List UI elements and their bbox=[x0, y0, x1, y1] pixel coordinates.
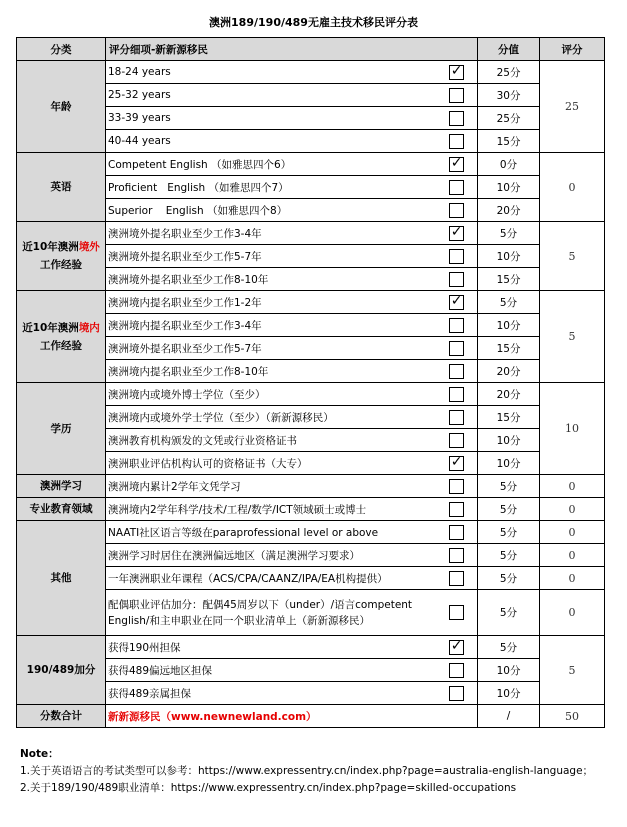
category-total: 分数合计 bbox=[17, 705, 106, 728]
checkbox[interactable] bbox=[449, 341, 464, 356]
item-points: 25分 bbox=[478, 61, 540, 84]
item-points: 5分 bbox=[478, 521, 540, 544]
score-specialist: 0 bbox=[540, 498, 605, 521]
item-points: 5分 bbox=[478, 636, 540, 659]
checkbox[interactable] bbox=[449, 410, 464, 425]
category-text: 工作经验 bbox=[40, 339, 82, 352]
total-points: / bbox=[478, 705, 540, 728]
sponsorship-row bbox=[17, 659, 605, 682]
score-age: 25 bbox=[540, 61, 605, 153]
score-other: 0 bbox=[540, 567, 605, 590]
checkbox[interactable] bbox=[449, 686, 464, 701]
item-label: 澳洲学习时居住在澳洲偏远地区（满足澳洲学习要求） bbox=[106, 544, 436, 567]
item-points: 15分 bbox=[478, 406, 540, 429]
age-row bbox=[17, 84, 605, 107]
notes-title: Note： bbox=[20, 748, 59, 760]
item-label: 澳洲境内2学年科学/技术/工程/数学/ICT领域硕士或博士 bbox=[106, 498, 436, 521]
item-label: 澳洲职业评估机构认可的资格证书（大专） bbox=[106, 452, 436, 475]
item-points: 5分 bbox=[478, 567, 540, 590]
other-row bbox=[17, 567, 605, 590]
checkbox[interactable] bbox=[449, 180, 464, 195]
item-points: 15分 bbox=[478, 130, 540, 153]
item-label: 澳洲境内提名职业至少工作1-2年 bbox=[106, 291, 436, 314]
education-row bbox=[17, 406, 605, 429]
age-row bbox=[17, 107, 605, 130]
checkbox[interactable] bbox=[449, 548, 464, 563]
category-text: 近10年澳洲 bbox=[22, 241, 79, 253]
score-english: 0 bbox=[540, 153, 605, 222]
education-row bbox=[17, 429, 605, 452]
item-points: 10分 bbox=[478, 314, 540, 337]
specialist-row bbox=[17, 498, 605, 521]
item-label: 33-39 years bbox=[106, 107, 436, 130]
education-row bbox=[17, 383, 605, 406]
checkbox[interactable] bbox=[449, 479, 464, 494]
item-points: 25分 bbox=[478, 107, 540, 130]
checkbox[interactable] bbox=[449, 525, 464, 540]
onshore-work-row bbox=[17, 291, 605, 314]
category-highlight: 境内 bbox=[78, 321, 100, 334]
item-label: 18-24 years bbox=[106, 61, 436, 84]
au-study-row bbox=[17, 475, 605, 498]
other-row bbox=[17, 521, 605, 544]
category-sponsorship: 190/489加分 bbox=[17, 636, 106, 705]
item-label: 配偶职业评估加分：配偶45周岁以下（under）/语言competent English/和主申职业在同一个职业清单上（新新源移民） bbox=[106, 590, 436, 636]
item-points: 5分 bbox=[478, 291, 540, 314]
item-points: 20分 bbox=[478, 383, 540, 406]
item-points: 5分 bbox=[478, 222, 540, 245]
item-points: 30分 bbox=[478, 84, 540, 107]
header-points: 分值 bbox=[478, 38, 540, 61]
item-label: 澳洲境内或境外博士学位（至少） bbox=[106, 383, 436, 406]
category-onshore-work bbox=[17, 291, 106, 383]
item-points: 10分 bbox=[478, 452, 540, 475]
item-label: Competent English （如雅思四个6） bbox=[106, 153, 436, 176]
english-row bbox=[17, 153, 605, 176]
item-points: 20分 bbox=[478, 199, 540, 222]
header-row bbox=[17, 38, 605, 61]
header-category: 分类 bbox=[17, 38, 106, 61]
checkbox-checked[interactable] bbox=[449, 637, 464, 655]
checkbox[interactable] bbox=[449, 364, 464, 379]
score-education: 10 bbox=[540, 383, 605, 475]
checkbox[interactable] bbox=[449, 111, 464, 126]
english-row bbox=[17, 199, 605, 222]
checkmark-icon: ✓ bbox=[450, 223, 463, 240]
item-label: 澳洲境外提名职业至少工作3-4年 bbox=[106, 222, 436, 245]
item-points: 5分 bbox=[478, 544, 540, 567]
item-label: 澳洲境外提名职业至少工作8-10年 bbox=[106, 268, 436, 291]
sponsorship-row bbox=[17, 636, 605, 659]
other-row bbox=[17, 590, 605, 636]
checkmark-icon: ✓ bbox=[450, 637, 463, 654]
checkbox[interactable] bbox=[449, 387, 464, 402]
checkmark-icon: ✓ bbox=[450, 62, 463, 79]
checkbox[interactable] bbox=[449, 605, 464, 620]
item-label: Proficient English （如雅思四个7） bbox=[106, 176, 436, 199]
age-row bbox=[17, 130, 605, 153]
item-points: 10分 bbox=[478, 682, 540, 705]
sponsorship-row bbox=[17, 682, 605, 705]
overseas-work-row bbox=[17, 268, 605, 291]
other-row bbox=[17, 544, 605, 567]
checkbox-checked[interactable] bbox=[449, 154, 464, 172]
item-label: 澳洲教育机构颁发的文凭或行业资格证书 bbox=[106, 429, 436, 452]
item-label: 一年澳洲职业年课程（ACS/CPA/CAANZ/IPA/EA机构提供） bbox=[106, 567, 436, 590]
checkmark-icon: ✓ bbox=[450, 292, 463, 309]
item-points: 5分 bbox=[478, 498, 540, 521]
score-au-study: 0 bbox=[540, 475, 605, 498]
checkbox-checked[interactable] bbox=[449, 292, 464, 310]
category-other: 其他 bbox=[17, 521, 106, 636]
item-points: 10分 bbox=[478, 429, 540, 452]
item-points: 10分 bbox=[478, 659, 540, 682]
age-row bbox=[17, 61, 605, 84]
item-label: 澳洲境外提名职业至少工作5-7年 bbox=[106, 337, 436, 360]
category-highlight: 境外 bbox=[78, 241, 100, 253]
category-specialist: 专业教育领域 bbox=[17, 498, 106, 521]
checkbox[interactable] bbox=[449, 663, 464, 678]
item-label: 澳洲境内累计2学年文凭学习 bbox=[106, 475, 436, 498]
checkbox[interactable] bbox=[449, 433, 464, 448]
note-line: 2.关于189/190/489职业清单：https://www.expressentry.cn/index.php?page=skilled-occupations bbox=[20, 782, 517, 794]
checkbox[interactable] bbox=[449, 134, 464, 149]
total-row bbox=[17, 705, 605, 728]
item-points: 15分 bbox=[478, 337, 540, 360]
notes bbox=[20, 746, 610, 797]
category-age: 年龄 bbox=[17, 61, 106, 153]
item-label: 获得489偏远地区担保 bbox=[106, 659, 436, 682]
points-table bbox=[16, 37, 605, 728]
overseas-work-row bbox=[17, 222, 605, 245]
category-overseas-work bbox=[17, 222, 106, 291]
header-score: 评分 bbox=[540, 38, 605, 61]
score-overseas-work: 5 bbox=[540, 222, 605, 291]
checkbox[interactable] bbox=[449, 318, 464, 333]
score-sponsorship: 5 bbox=[540, 636, 605, 705]
item-label: 获得489亲属担保 bbox=[106, 682, 436, 705]
checkbox-checked[interactable] bbox=[449, 62, 464, 80]
site-label: 新新源移民（www.newnewland.com） bbox=[106, 705, 478, 728]
checkbox[interactable] bbox=[449, 203, 464, 218]
score-other: 0 bbox=[540, 544, 605, 567]
item-points: 10分 bbox=[478, 245, 540, 268]
checkbox[interactable] bbox=[449, 502, 464, 517]
onshore-work-row bbox=[17, 314, 605, 337]
overseas-work-row bbox=[17, 245, 605, 268]
category-text: 近10年澳洲 bbox=[22, 321, 79, 334]
item-points: 5分 bbox=[478, 475, 540, 498]
item-label: NAATI社区语言等级在paraprofessional level or above bbox=[106, 521, 436, 544]
item-label: 澳洲境内或境外学士学位（至少）（新新源移民） bbox=[106, 406, 436, 429]
item-label: 澳洲境内提名职业至少工作8-10年 bbox=[106, 360, 436, 383]
checkmark-icon: ✓ bbox=[450, 453, 463, 470]
item-points: 5分 bbox=[478, 590, 540, 636]
item-label: 澳洲境外提名职业至少工作5-7年 bbox=[106, 245, 436, 268]
item-label: 获得190州担保 bbox=[106, 636, 436, 659]
onshore-work-row bbox=[17, 337, 605, 360]
onshore-work-row bbox=[17, 360, 605, 383]
score-other: 0 bbox=[540, 590, 605, 636]
item-label: Superior English （如雅思四个8） bbox=[106, 199, 436, 222]
item-points: 0分 bbox=[478, 153, 540, 176]
english-row bbox=[17, 176, 605, 199]
header-detail: 评分细项-新新源移民 bbox=[106, 38, 478, 61]
education-row bbox=[17, 452, 605, 475]
checkbox-checked[interactable] bbox=[449, 223, 464, 241]
category-english: 英语 bbox=[17, 153, 106, 222]
item-points: 20分 bbox=[478, 360, 540, 383]
checkbox[interactable] bbox=[449, 249, 464, 264]
item-label: 40-44 years bbox=[106, 130, 436, 153]
score-other: 0 bbox=[540, 521, 605, 544]
item-points: 10分 bbox=[478, 176, 540, 199]
checkbox[interactable] bbox=[449, 88, 464, 103]
category-text: 工作经验 bbox=[40, 259, 82, 271]
category-education: 学历 bbox=[17, 383, 106, 475]
checkbox[interactable] bbox=[449, 571, 464, 586]
item-label: 25-32 years bbox=[106, 84, 436, 107]
total-score: 50 bbox=[540, 705, 605, 728]
checkbox-checked[interactable] bbox=[449, 453, 464, 471]
page-title: 澳洲189/190/489无雇主技术移民评分表 bbox=[209, 16, 418, 29]
note-line: 1.关于英语语言的考试类型可以参考：https://www.expressentry.cn/index.php?page=australia-english-language； bbox=[20, 765, 594, 777]
item-label: 澳洲境内提名职业至少工作3-4年 bbox=[106, 314, 436, 337]
score-onshore-work: 5 bbox=[540, 291, 605, 383]
checkmark-icon: ✓ bbox=[450, 154, 463, 171]
category-au-study: 澳洲学习 bbox=[17, 475, 106, 498]
checkbox[interactable] bbox=[449, 272, 464, 287]
item-points: 15分 bbox=[478, 268, 540, 291]
